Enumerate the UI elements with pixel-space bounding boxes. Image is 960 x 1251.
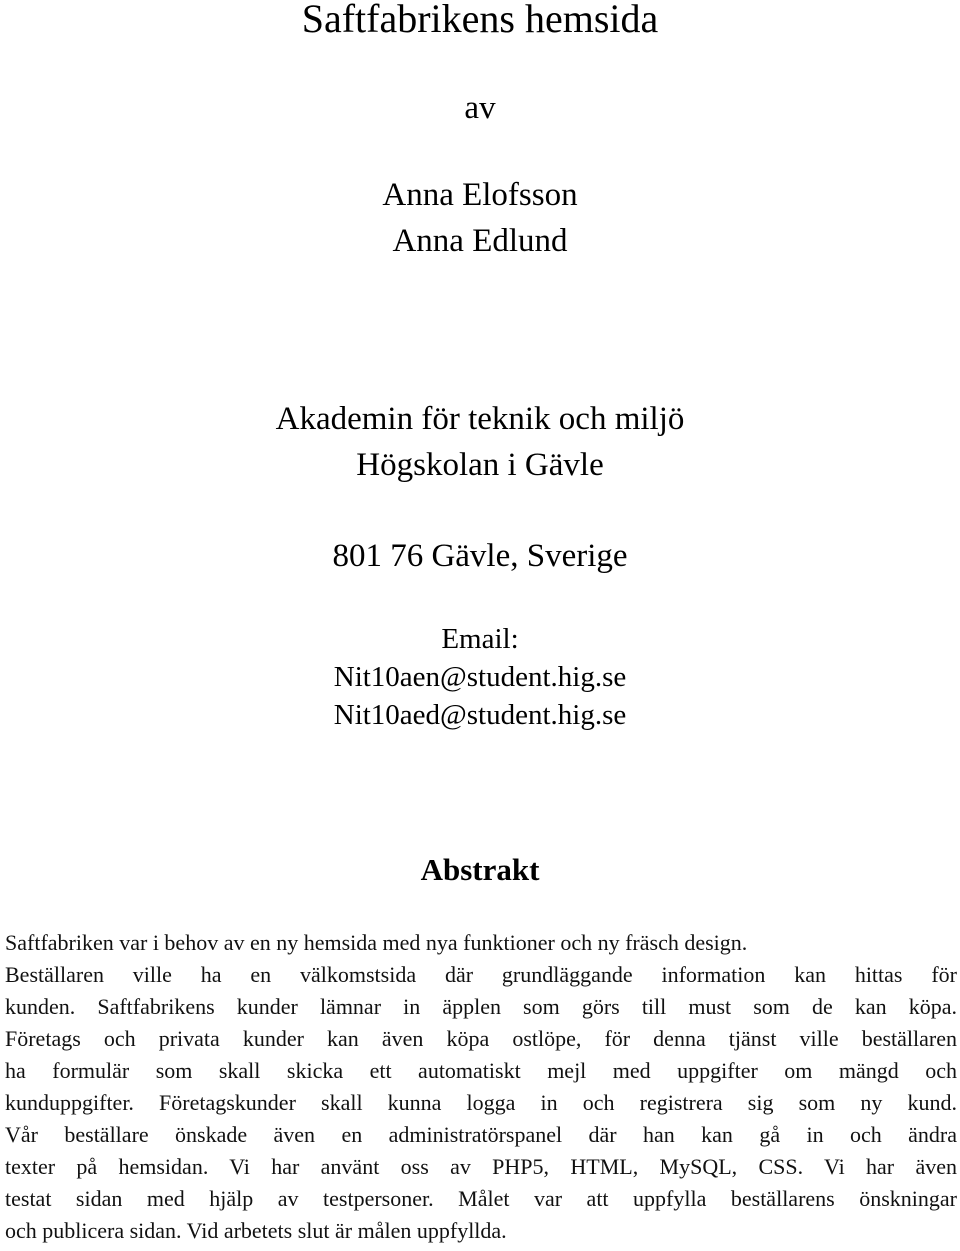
abstract-line: kunden. Saftfabrikens kunder lämnar in äpplen som görs till must som de kan köpa. (5, 994, 957, 1019)
abstract-line: testat sidan med hjälp av testpersoner. Målet var att uppfylla beställarens önskningar (5, 1186, 957, 1211)
institution-line: Högskolan i Gävle (356, 447, 604, 483)
abstract-line: Saftfabriken var i behov av en ny hemsida med nya funktioner och ny fräsch design. (5, 930, 748, 955)
abstract-heading: Abstrakt (420, 852, 540, 887)
abstract-line: kunduppgifter. Företagskunder skall kunna logga in och registrera sig som ny kund. (5, 1090, 957, 1115)
abstract-line: och publicera sidan. Vid arbetets slut är målen uppfyllda. (5, 1218, 507, 1243)
abstract-line: ha formulär som skall skicka ett automatiskt mejl med uppgifter om mängd och (5, 1058, 957, 1083)
postal-address: 801 76 Gävle, Sverige (332, 538, 628, 574)
email-address: Nit10aed@student.hig.se (333, 699, 627, 731)
abstract-line: texter på hemsidan. Vi har använt oss av PHP5, HTML, MySQL, CSS. Vi har även (5, 1154, 957, 1179)
author-name: Anna Edlund (392, 223, 568, 259)
abstract-line: Företags och privata kunder kan även köpa ostlöpe, för denna tjänst ville beställaren (5, 1026, 957, 1051)
email-label: Email: (441, 623, 519, 655)
abstract-line: Beställaren ville ha en välkomstsida där grundläggande information kan hittas för (5, 962, 957, 987)
by-line: av (464, 90, 496, 126)
author-name: Anna Elofsson (382, 177, 578, 213)
email-address: Nit10aen@student.hig.se (333, 661, 627, 693)
document-title: Saftfabrikens hemsida (301, 0, 659, 41)
institution-line: Akademin för teknik och miljö (275, 401, 685, 437)
abstract-line: Vår beställare önskade även en administratörspanel där han kan gå in och ändra (5, 1122, 957, 1147)
